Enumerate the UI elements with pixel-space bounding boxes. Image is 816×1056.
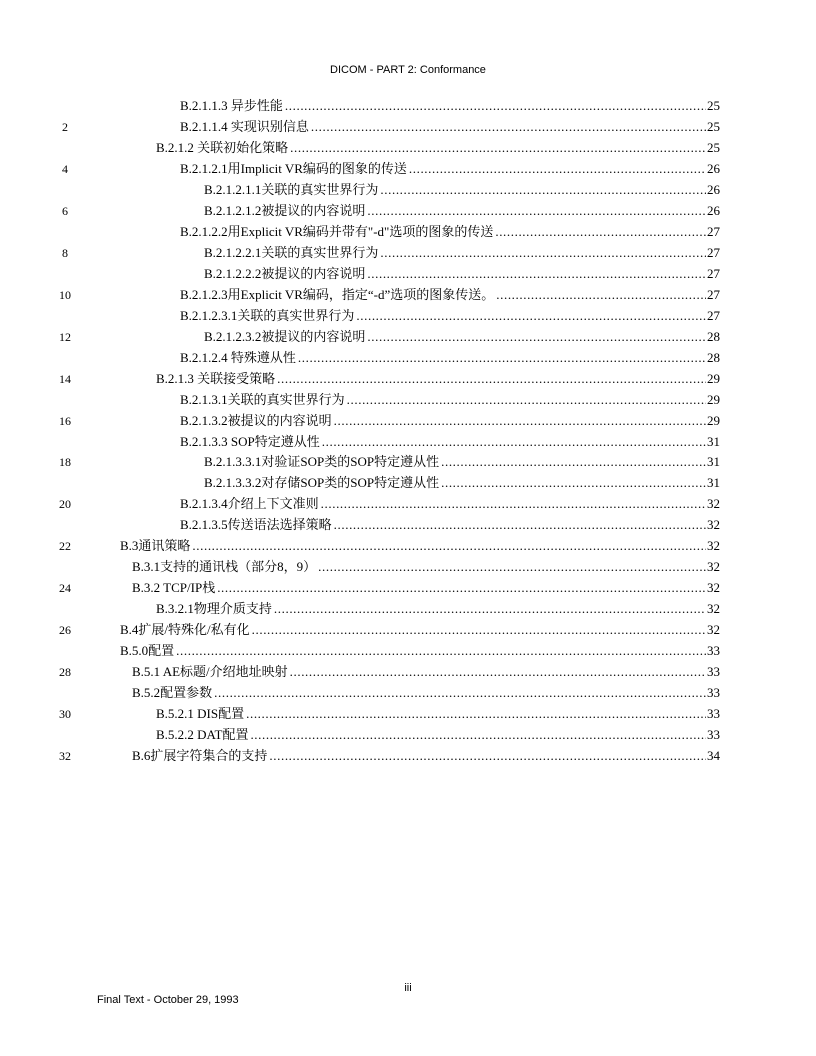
line-number: 2 (62, 119, 68, 134)
toc-entry (204, 180, 720, 201)
dot-leader (441, 473, 706, 494)
toc-page-number: 29 (707, 412, 720, 428)
toc-entry-text: B.2.1.2.2用Explicit VR编码并带有"-d"选项的图象的传送 (180, 223, 494, 239)
toc-row (0, 515, 816, 536)
toc-row (0, 746, 816, 767)
toc-entry-text: B.2.1.2.2.2被提议的内容说明 (204, 265, 366, 281)
toc-page-number: 25 (707, 118, 720, 134)
toc-entry-text: B.6扩展字符集合的支持 (132, 748, 268, 764)
toc-entry-text: B.5.2配置参数 (132, 685, 213, 701)
toc-page-number: 32 (707, 601, 720, 617)
toc-page-number: 27 (707, 307, 720, 323)
toc-row (0, 536, 816, 557)
toc-page-number: 33 (707, 706, 720, 722)
dot-leader (380, 180, 706, 201)
toc-page-number: 32 (707, 559, 720, 575)
toc-row (0, 620, 816, 641)
toc-entry (120, 641, 720, 662)
toc-row (0, 390, 816, 411)
dot-leader (252, 620, 706, 641)
toc-entry-text: B.2.1.3.4介绍上下文准则 (180, 496, 319, 512)
page-header: DICOM - PART 2: Conformance (330, 64, 486, 76)
toc-entry (180, 411, 720, 432)
toc-entry-text: B.2.1.2 关联初始化策略 (156, 139, 289, 155)
toc-page-number: 29 (707, 391, 720, 407)
line-number: 30 (59, 707, 71, 722)
toc-entry (180, 222, 720, 243)
dot-leader (298, 348, 706, 369)
toc-page-number: 31 (707, 454, 720, 470)
toc-row (0, 725, 816, 746)
toc-row (0, 494, 816, 515)
toc-page-number: 31 (707, 475, 720, 491)
dot-leader (356, 306, 706, 327)
line-number: 16 (59, 413, 71, 428)
dot-leader (409, 159, 706, 180)
toc-entry-text: B.4扩展/特殊化/私有化 (120, 622, 250, 638)
toc-page-number: 27 (707, 244, 720, 260)
dot-leader (318, 557, 706, 578)
toc-entry-text: B.2.1.3 关联接受策略 (156, 370, 276, 386)
toc-page-number: 26 (707, 181, 720, 197)
toc-row (0, 557, 816, 578)
toc-entry (156, 138, 720, 159)
toc-row (0, 683, 816, 704)
toc-entry-text: B.5.2.1 DIS配置 (156, 706, 245, 722)
line-number: 12 (59, 329, 71, 344)
toc-row (0, 432, 816, 453)
dot-leader (367, 327, 706, 348)
line-number: 18 (59, 455, 71, 470)
toc-row (0, 641, 816, 662)
toc-page-number: 25 (707, 98, 720, 113)
toc-entry-text: B.2.1.2.3.2被提议的内容说明 (204, 328, 366, 344)
toc-entry (132, 578, 720, 599)
toc-row (0, 411, 816, 432)
toc-row (0, 348, 816, 369)
dot-leader (269, 746, 706, 767)
dot-leader (311, 117, 706, 138)
dot-leader (192, 536, 706, 557)
toc-entry (180, 96, 720, 117)
toc-row (0, 96, 816, 117)
toc-page-number: 32 (707, 538, 720, 554)
dot-leader (334, 411, 706, 432)
dot-leader (322, 432, 706, 453)
toc-row (0, 222, 816, 243)
toc-page-number: 27 (707, 223, 720, 239)
toc-entry (180, 348, 720, 369)
toc-entry (156, 725, 720, 746)
dot-leader (217, 578, 706, 599)
line-number: 20 (59, 497, 71, 512)
toc-row (0, 452, 816, 473)
toc-page-number: 28 (707, 328, 720, 344)
toc-entry (132, 683, 720, 704)
toc-row (0, 599, 816, 620)
toc-page-number: 33 (707, 664, 720, 680)
line-number: 10 (59, 287, 71, 302)
dot-leader (246, 704, 706, 725)
toc-row (0, 117, 816, 138)
toc-page-number: 26 (707, 202, 720, 218)
toc-entry-text: B.2.1.2.1用Implicit VR编码的图象的传送 (180, 160, 407, 176)
toc-page-number: 32 (707, 622, 720, 638)
toc-entry (204, 264, 720, 285)
toc-entry (180, 432, 720, 453)
line-number: 4 (62, 161, 68, 176)
toc-entry-text: B.2.1.2.1.1关联的真实世界行为 (204, 181, 379, 197)
toc-entry-text: B.2.1.3.1关联的真实世界行为 (180, 391, 345, 407)
toc-entry (180, 306, 720, 327)
line-number: 8 (62, 245, 68, 260)
line-number: 14 (59, 371, 71, 386)
toc-row (0, 306, 816, 327)
dot-leader (214, 683, 706, 704)
toc-entry (204, 201, 720, 222)
toc-page-number: 25 (707, 139, 720, 155)
dot-leader (321, 494, 706, 515)
toc-entry (120, 536, 720, 557)
dot-leader (441, 452, 706, 473)
dot-leader (380, 243, 706, 264)
toc-entry (180, 494, 720, 515)
toc-entry-text: B.3.1支持的通讯栈（部分8，9） (132, 559, 317, 575)
toc-row (0, 578, 816, 599)
toc-page-number: 31 (707, 433, 720, 449)
dot-leader (495, 222, 706, 243)
toc-row (0, 704, 816, 725)
toc-row (0, 264, 816, 285)
line-number: 26 (59, 623, 71, 638)
toc-page-number: 28 (707, 349, 720, 365)
toc-entry (132, 557, 720, 578)
toc-page-number: 32 (707, 517, 720, 533)
line-number: 32 (59, 749, 71, 764)
toc-entry (180, 390, 720, 411)
dot-leader (347, 390, 706, 411)
toc-entry (156, 369, 720, 390)
page-number: iii (404, 982, 412, 994)
dot-leader (367, 264, 706, 285)
toc-entry-text: B.3.2 TCP/IP栈 (132, 580, 216, 596)
dot-leader (285, 96, 706, 117)
toc-row (0, 243, 816, 264)
dot-leader (176, 641, 706, 662)
dot-leader (290, 138, 706, 159)
toc-entry-text: B.2.1.3.2被提议的内容说明 (180, 412, 332, 428)
toc-entry-text: B.2.1.3.3.2对存储SOP类的SOP特定遵从性 (204, 475, 440, 491)
dot-leader (277, 369, 706, 390)
line-number: 22 (59, 539, 71, 554)
line-number: 6 (62, 203, 68, 218)
toc-row (0, 159, 816, 180)
toc-entry (132, 662, 720, 683)
toc-entry-text: B.5.1 AE标题/介绍地址映射 (132, 664, 288, 680)
toc-page-number: 32 (707, 580, 720, 596)
toc-page-number: 29 (707, 370, 720, 386)
toc-page-number: 33 (707, 685, 720, 701)
toc-entry-text: B.5.2.2 DAT配置 (156, 727, 249, 743)
toc-entry (180, 515, 720, 536)
dot-leader (496, 285, 706, 306)
toc-entry-text: B.2.1.3.3 SOP特定遵从性 (180, 433, 320, 449)
dot-leader (367, 201, 706, 222)
toc-row (0, 180, 816, 201)
toc-entry-text: B.2.1.2.4 特殊遵从性 (180, 349, 296, 365)
toc-entry (180, 117, 720, 138)
dot-leader (290, 662, 706, 683)
toc-page-number: 32 (707, 496, 720, 512)
toc-entry-text: B.2.1.2.3用Explicit VR编码，指定“-d”选项的图象传送。 (180, 286, 495, 302)
table-of-contents (0, 96, 816, 767)
toc-page-number: 26 (707, 160, 720, 176)
toc-entry-text: B.3.2.1物理介质支持 (156, 601, 272, 617)
line-number: 28 (59, 665, 71, 680)
toc-entry (132, 746, 720, 767)
toc-row (0, 327, 816, 348)
toc-row (0, 369, 816, 390)
dot-leader (250, 725, 706, 746)
toc-entry (180, 285, 720, 306)
toc-entry-text: B.2.1.3.3.1对验证SOP类的SOP特定遵从性 (204, 454, 440, 470)
toc-entry-text: B.5.0配置 (120, 643, 175, 659)
toc-page-number: 34 (707, 748, 720, 764)
toc-entry-text: B.2.1.2.2.1关联的真实世界行为 (204, 244, 379, 260)
toc-entry-text: B.2.1.3.5传送语法选择策略 (180, 517, 332, 533)
toc-entry-text: B.2.1.2.1.2被提议的内容说明 (204, 202, 366, 218)
toc-entry (204, 473, 720, 494)
line-number: 24 (59, 581, 71, 596)
toc-entry (156, 599, 720, 620)
toc-row (0, 138, 816, 159)
toc-page-number: 27 (707, 286, 720, 302)
toc-entry (156, 704, 720, 725)
toc-entry-text: B.2.1.1.3 异步性能 (180, 98, 283, 113)
toc-entry (204, 452, 720, 473)
toc-entry (204, 243, 720, 264)
page-footer: Final Text - October 29, 1993 (97, 994, 239, 1006)
toc-entry-text: B.3通讯策略 (120, 538, 191, 554)
toc-row (0, 285, 816, 306)
toc-page-number: 33 (707, 643, 720, 659)
dot-leader (334, 515, 706, 536)
toc-entry (204, 327, 720, 348)
toc-page-number: 33 (707, 727, 720, 743)
toc-entry (120, 620, 720, 641)
toc-row (0, 201, 816, 222)
toc-row (0, 473, 816, 494)
toc-entry (180, 159, 720, 180)
toc-entry-text: B.2.1.2.3.1关联的真实世界行为 (180, 307, 355, 323)
toc-page-number: 27 (707, 265, 720, 281)
toc-row (0, 662, 816, 683)
toc-entry-text: B.2.1.1.4 实现识别信息 (180, 118, 309, 134)
dot-leader (274, 599, 706, 620)
